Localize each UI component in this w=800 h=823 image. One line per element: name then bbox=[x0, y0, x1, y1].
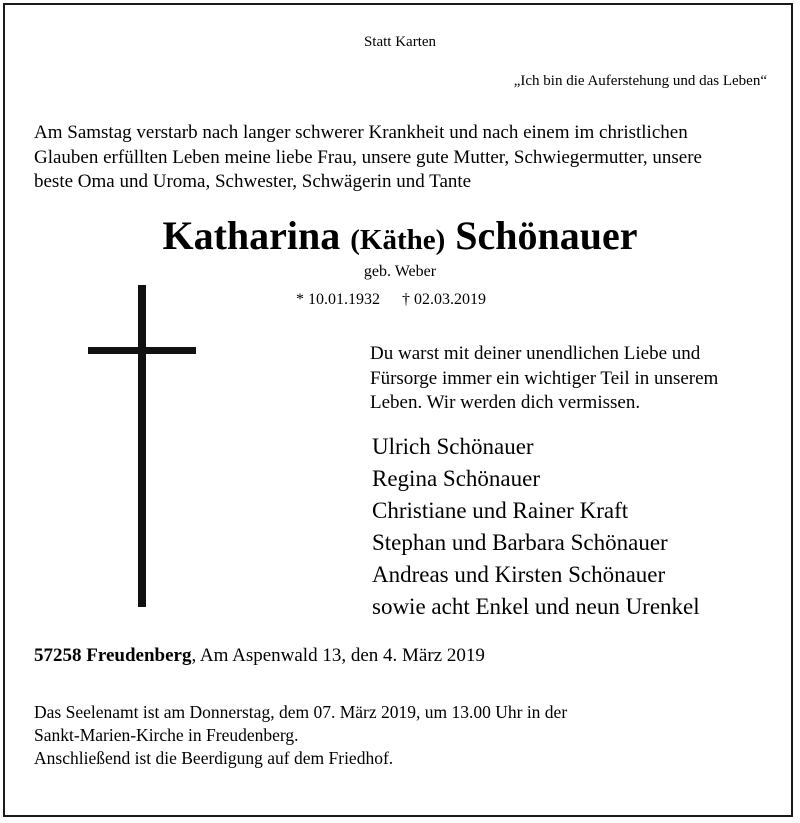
intro-line: Glauben erfüllten Leben meine liebe Frau, unsere gute Mutter, Schwiegermutter, unsere bbox=[34, 146, 702, 168]
birth-date: * 10.01.1932 bbox=[296, 291, 380, 308]
intro-text bbox=[34, 121, 774, 195]
service-line: Anschließend ist die Beerdigung auf dem Friedhof. bbox=[34, 748, 394, 768]
life-dates bbox=[296, 291, 486, 309]
last-name: Schönauer bbox=[455, 213, 638, 258]
first-name: Katharina bbox=[162, 213, 341, 258]
service-line: Das Seelenamt ist am Donnerstag, dem 07. März 2019, um 13.00 Uhr in der bbox=[34, 702, 568, 722]
address-line bbox=[34, 645, 485, 667]
deceased-name bbox=[0, 213, 800, 263]
mourner: Regina Schönauer bbox=[372, 466, 540, 491]
quote-line: Du warst mit deiner unendlichen Liebe und bbox=[370, 343, 701, 364]
intro-line: beste Oma und Uroma, Schwester, Schwägerin und Tante bbox=[34, 171, 472, 192]
mourner: Ulrich Schönauer bbox=[372, 434, 534, 459]
cross-icon bbox=[138, 285, 146, 607]
maiden-name: geb. Weber bbox=[363, 263, 437, 280]
motto-quote: „Ich bin die Auferstehung und das Leben“ bbox=[513, 73, 767, 89]
cross-icon-beam bbox=[88, 347, 196, 354]
quote-line: Fürsorge immer ein wichtiger Teil in unserem bbox=[370, 367, 719, 389]
quote-line: Leben. Wir werden dich vermissen. bbox=[370, 392, 641, 413]
address-rest: , Am Aspenwald 13, den 4. März 2019 bbox=[191, 645, 485, 666]
farewell-quote bbox=[370, 342, 718, 416]
mourner: Stephan und Barbara Schönauer bbox=[372, 530, 668, 555]
header-note: Statt Karten bbox=[363, 34, 437, 50]
mourner: Andreas und Kirsten Schönauer bbox=[372, 562, 666, 587]
mourner: Christiane und Rainer Kraft bbox=[372, 498, 629, 523]
intro-line: Am Samstag verstarb nach langer schwerer Krankheit und nach einem im christlichen bbox=[34, 122, 688, 143]
mourner: sowie acht Enkel und neun Urenkel bbox=[372, 594, 700, 619]
nickname: (Käthe) bbox=[350, 224, 446, 256]
service-info bbox=[34, 701, 567, 770]
address-city: 57258 Freudenberg bbox=[34, 645, 192, 666]
service-line: Sankt-Marien-Kirche in Freudenberg. bbox=[34, 725, 299, 745]
death-date: † 02.03.2019 bbox=[402, 291, 486, 308]
mourners-list bbox=[372, 431, 700, 623]
